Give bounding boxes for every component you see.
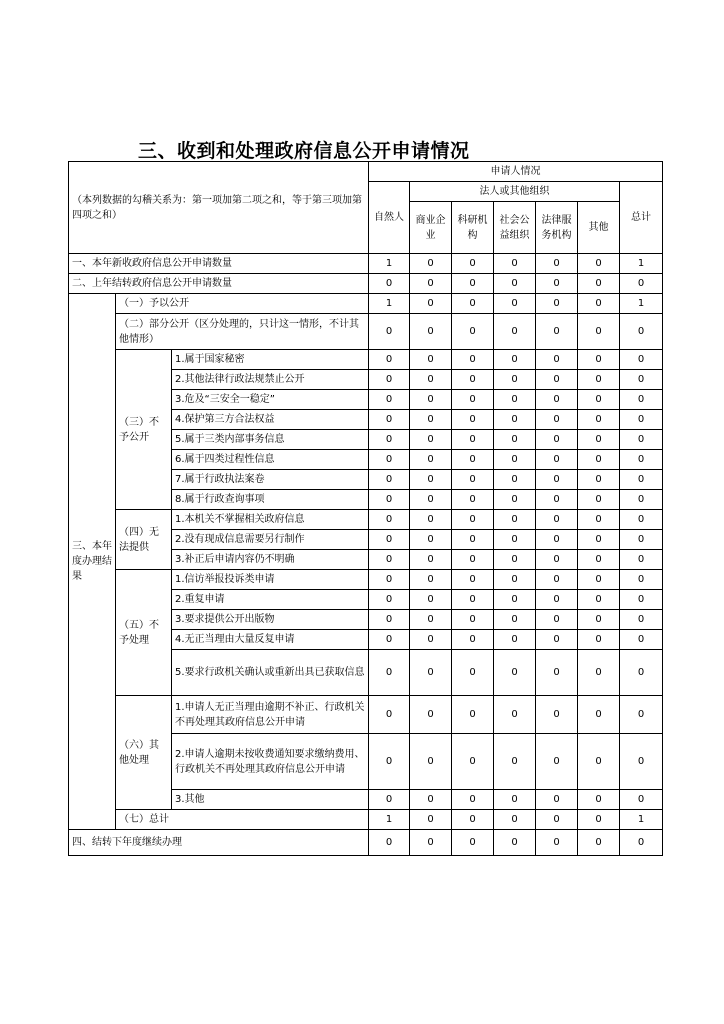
item-label: 1.属于国家秘密 xyxy=(172,350,369,370)
value-cell: 0 xyxy=(494,810,536,830)
value-cell: 0 xyxy=(620,734,663,790)
value-cell: 0 xyxy=(578,470,620,490)
value-cell: 0 xyxy=(536,314,578,350)
value-cell: 0 xyxy=(536,430,578,450)
value-cell: 0 xyxy=(452,650,494,696)
value-cell: 0 xyxy=(578,590,620,610)
value-cell: 0 xyxy=(452,274,494,294)
group-label-1: （一）予以公开 xyxy=(116,294,369,314)
item-label: 3.其他 xyxy=(172,790,369,810)
value-cell: 0 xyxy=(578,696,620,734)
value-cell: 0 xyxy=(452,314,494,350)
value-cell: 0 xyxy=(452,530,494,550)
value-cell: 0 xyxy=(452,696,494,734)
value-cell: 0 xyxy=(410,734,452,790)
value-cell: 0 xyxy=(369,274,410,294)
value-cell: 0 xyxy=(452,350,494,370)
value-cell: 0 xyxy=(536,790,578,810)
item-label: 7.属于行政执法案卷 xyxy=(172,470,369,490)
table-row xyxy=(69,294,663,314)
value-cell: 0 xyxy=(578,430,620,450)
item-label: 3.补正后申请内容仍不明确 xyxy=(172,550,369,570)
group-label-5: （五）不予处理 xyxy=(116,570,172,696)
table-row xyxy=(69,810,663,830)
value-cell: 0 xyxy=(369,650,410,696)
value-cell: 0 xyxy=(369,696,410,734)
value-cell: 0 xyxy=(452,810,494,830)
value-cell: 0 xyxy=(494,350,536,370)
value-cell: 0 xyxy=(578,490,620,510)
value-cell: 0 xyxy=(536,410,578,430)
value-cell: 0 xyxy=(410,590,452,610)
value-cell: 0 xyxy=(578,790,620,810)
value-cell: 0 xyxy=(620,570,663,590)
value-cell: 0 xyxy=(578,650,620,696)
value-cell: 0 xyxy=(452,570,494,590)
header-applicant: 申请人情况 xyxy=(369,162,663,182)
value-cell: 0 xyxy=(578,530,620,550)
header-col-natural-person: 自然人 xyxy=(369,182,410,254)
value-cell: 0 xyxy=(620,490,663,510)
value-cell: 0 xyxy=(452,294,494,314)
value-cell: 0 xyxy=(410,410,452,430)
value-cell: 0 xyxy=(536,390,578,410)
value-cell: 0 xyxy=(620,830,663,856)
value-cell: 0 xyxy=(494,550,536,570)
value-cell: 0 xyxy=(578,550,620,570)
value-cell: 0 xyxy=(494,530,536,550)
value-cell: 0 xyxy=(620,274,663,294)
value-cell: 0 xyxy=(494,650,536,696)
value-cell: 0 xyxy=(620,390,663,410)
value-cell: 0 xyxy=(494,430,536,450)
group-label-2: （二）部分公开（区分处理的，只计这一情形，不计其他情形） xyxy=(116,314,369,350)
header-col-social-welfare: 社会公益组织 xyxy=(494,202,536,254)
value-cell: 0 xyxy=(620,450,663,470)
item-label: 4.保护第三方合法权益 xyxy=(172,410,369,430)
value-cell: 0 xyxy=(452,430,494,450)
value-cell: 0 xyxy=(578,450,620,470)
value-cell: 1 xyxy=(369,294,410,314)
value-cell: 0 xyxy=(536,630,578,650)
value-cell: 0 xyxy=(620,790,663,810)
value-cell: 0 xyxy=(536,350,578,370)
item-label: 1.信访举报投诉类申请 xyxy=(172,570,369,590)
value-cell: 0 xyxy=(494,274,536,294)
value-cell: 0 xyxy=(452,470,494,490)
value-cell: 0 xyxy=(578,314,620,350)
value-cell: 0 xyxy=(536,650,578,696)
value-cell: 0 xyxy=(494,734,536,790)
row-label-new: 一、本年新收政府信息公开申请数量 xyxy=(69,254,369,274)
value-cell: 0 xyxy=(369,610,410,630)
value-cell: 0 xyxy=(578,294,620,314)
value-cell: 0 xyxy=(578,570,620,590)
value-cell: 0 xyxy=(369,570,410,590)
page-title: 三、收到和处理政府信息公开申请情况 xyxy=(138,140,470,162)
value-cell: 0 xyxy=(369,550,410,570)
value-cell: 0 xyxy=(536,610,578,630)
value-cell: 0 xyxy=(369,530,410,550)
value-cell: 0 xyxy=(452,450,494,470)
value-cell: 0 xyxy=(536,530,578,550)
value-cell: 0 xyxy=(410,696,452,734)
value-cell: 0 xyxy=(452,790,494,810)
value-cell: 0 xyxy=(452,590,494,610)
table-body xyxy=(69,162,663,856)
value-cell: 0 xyxy=(494,510,536,530)
row-label-carried: 二、上年结转政府信息公开申请数量 xyxy=(69,274,369,294)
value-cell: 0 xyxy=(410,490,452,510)
header-col-other: 其他 xyxy=(578,202,620,254)
value-cell: 0 xyxy=(494,254,536,274)
value-cell: 0 xyxy=(494,610,536,630)
value-cell: 0 xyxy=(620,590,663,610)
value-cell: 0 xyxy=(452,370,494,390)
table-row xyxy=(69,510,663,530)
value-cell: 0 xyxy=(369,830,410,856)
group-label-4: （四）无法提供 xyxy=(116,510,172,570)
item-label: 6.属于四类过程性信息 xyxy=(172,450,369,470)
value-cell: 0 xyxy=(410,630,452,650)
value-cell: 0 xyxy=(452,490,494,510)
value-cell: 0 xyxy=(369,350,410,370)
value-cell: 0 xyxy=(369,370,410,390)
value-cell: 0 xyxy=(494,696,536,734)
value-cell: 0 xyxy=(536,590,578,610)
value-cell: 0 xyxy=(620,470,663,490)
value-cell: 0 xyxy=(620,550,663,570)
value-cell: 0 xyxy=(494,410,536,430)
value-cell: 0 xyxy=(494,294,536,314)
value-cell: 0 xyxy=(536,294,578,314)
item-label: 1.本机关不掌握相关政府信息 xyxy=(172,510,369,530)
value-cell: 0 xyxy=(578,274,620,294)
header-legal-group: 法人或其他组织 xyxy=(410,182,620,202)
value-cell: 0 xyxy=(452,630,494,650)
value-cell: 0 xyxy=(578,390,620,410)
value-cell: 0 xyxy=(410,274,452,294)
value-cell: 0 xyxy=(410,294,452,314)
value-cell: 0 xyxy=(536,470,578,490)
value-cell: 0 xyxy=(369,630,410,650)
value-cell: 0 xyxy=(410,510,452,530)
item-label: 3.危及“三安全一稳定” xyxy=(172,390,369,410)
value-cell: 0 xyxy=(369,410,410,430)
value-cell: 0 xyxy=(410,390,452,410)
value-cell: 1 xyxy=(369,810,410,830)
table-row xyxy=(69,274,663,294)
value-cell: 0 xyxy=(494,830,536,856)
value-cell: 0 xyxy=(620,610,663,630)
value-cell: 0 xyxy=(410,570,452,590)
value-cell: 0 xyxy=(536,370,578,390)
group-label-6: （六）其他处理 xyxy=(116,696,172,810)
value-cell: 0 xyxy=(578,254,620,274)
row-label-next-year: 四、结转下年度继续办理 xyxy=(69,830,369,856)
value-cell: 0 xyxy=(578,630,620,650)
value-cell: 0 xyxy=(620,650,663,696)
value-cell: 0 xyxy=(494,630,536,650)
value-cell: 0 xyxy=(620,370,663,390)
table-row xyxy=(69,350,663,370)
value-cell: 0 xyxy=(452,390,494,410)
value-cell: 1 xyxy=(620,254,663,274)
header-col-total: 总计 xyxy=(620,182,663,254)
group-label-3: （三）不予公开 xyxy=(116,350,172,510)
value-cell: 0 xyxy=(369,390,410,410)
value-cell: 0 xyxy=(452,254,494,274)
value-cell: 0 xyxy=(452,510,494,530)
item-label: 8.属于行政查询事项 xyxy=(172,490,369,510)
item-label: 3.要求提供公开出版物 xyxy=(172,610,369,630)
value-cell: 0 xyxy=(494,490,536,510)
value-cell: 0 xyxy=(369,734,410,790)
value-cell: 0 xyxy=(494,470,536,490)
item-label: 5.要求行政机关确认或重新出具已获取信息 xyxy=(172,650,369,696)
table-row xyxy=(69,830,663,856)
table-row xyxy=(69,570,663,590)
value-cell: 0 xyxy=(578,734,620,790)
value-cell: 0 xyxy=(620,530,663,550)
value-cell: 0 xyxy=(410,470,452,490)
value-cell: 0 xyxy=(452,734,494,790)
value-cell: 0 xyxy=(452,830,494,856)
value-cell: 0 xyxy=(536,550,578,570)
value-cell: 0 xyxy=(369,490,410,510)
value-cell: 0 xyxy=(410,550,452,570)
value-cell: 0 xyxy=(410,370,452,390)
value-cell: 0 xyxy=(578,370,620,390)
value-cell: 1 xyxy=(620,810,663,830)
item-label: 5.属于三类内部事务信息 xyxy=(172,430,369,450)
value-cell: 0 xyxy=(536,254,578,274)
value-cell: 0 xyxy=(536,274,578,294)
value-cell: 0 xyxy=(536,810,578,830)
value-cell: 0 xyxy=(369,450,410,470)
group-label-7: （七）总计 xyxy=(116,810,369,830)
value-cell: 0 xyxy=(369,470,410,490)
value-cell: 0 xyxy=(410,430,452,450)
value-cell: 0 xyxy=(620,630,663,650)
section-3-label: 三、本年度办理结果 xyxy=(69,294,116,830)
value-cell: 0 xyxy=(620,314,663,350)
value-cell: 0 xyxy=(452,550,494,570)
header-col-legal-service: 法律服务机构 xyxy=(536,202,578,254)
value-cell: 0 xyxy=(620,410,663,430)
value-cell: 0 xyxy=(536,696,578,734)
value-cell: 0 xyxy=(369,430,410,450)
value-cell: 0 xyxy=(578,510,620,530)
table-row xyxy=(69,696,663,734)
value-cell: 0 xyxy=(410,314,452,350)
value-cell: 0 xyxy=(410,610,452,630)
value-cell: 0 xyxy=(536,490,578,510)
value-cell: 0 xyxy=(410,350,452,370)
item-label: 2.申请人逾期未按收费通知要求缴纳费用、行政机关不再处理其政府信息公开申请 xyxy=(172,734,369,790)
value-cell: 0 xyxy=(369,790,410,810)
value-cell: 0 xyxy=(494,450,536,470)
value-cell: 0 xyxy=(578,830,620,856)
value-cell: 0 xyxy=(578,810,620,830)
value-cell: 0 xyxy=(494,790,536,810)
value-cell: 1 xyxy=(620,294,663,314)
value-cell: 0 xyxy=(620,696,663,734)
value-cell: 0 xyxy=(410,650,452,696)
value-cell: 0 xyxy=(620,350,663,370)
value-cell: 1 xyxy=(369,254,410,274)
table-row xyxy=(69,254,663,274)
item-label: 2.重复申请 xyxy=(172,590,369,610)
value-cell: 0 xyxy=(452,610,494,630)
header-col-business: 商业企业 xyxy=(410,202,452,254)
item-label: 4.无正当理由大量反复申请 xyxy=(172,630,369,650)
value-cell: 0 xyxy=(536,734,578,790)
value-cell: 0 xyxy=(536,450,578,470)
value-cell: 0 xyxy=(369,590,410,610)
value-cell: 0 xyxy=(410,254,452,274)
value-cell: 0 xyxy=(536,830,578,856)
value-cell: 0 xyxy=(620,430,663,450)
value-cell: 0 xyxy=(494,370,536,390)
value-cell: 0 xyxy=(536,510,578,530)
value-cell: 0 xyxy=(620,510,663,530)
value-cell: 0 xyxy=(494,590,536,610)
value-cell: 0 xyxy=(536,570,578,590)
value-cell: 0 xyxy=(452,410,494,430)
value-cell: 0 xyxy=(369,314,410,350)
value-cell: 0 xyxy=(410,790,452,810)
item-label: 2.没有现成信息需要另行制作 xyxy=(172,530,369,550)
table-note: （本列数据的勾稽关系为：第一项加第二项之和，等于第三项加第四项之和） xyxy=(69,162,369,254)
value-cell: 0 xyxy=(494,314,536,350)
item-label: 2.其他法律行政法规禁止公开 xyxy=(172,370,369,390)
value-cell: 0 xyxy=(494,570,536,590)
item-label: 1.申请人无正当理由逾期不补正、行政机关不再处理其政府信息公开申请 xyxy=(172,696,369,734)
value-cell: 0 xyxy=(578,610,620,630)
value-cell: 0 xyxy=(410,530,452,550)
value-cell: 0 xyxy=(369,510,410,530)
value-cell: 0 xyxy=(578,410,620,430)
value-cell: 0 xyxy=(410,830,452,856)
header-col-research: 科研机构 xyxy=(452,202,494,254)
table-row xyxy=(69,314,663,350)
value-cell: 0 xyxy=(410,450,452,470)
value-cell: 0 xyxy=(494,390,536,410)
disclosure-table xyxy=(68,161,663,856)
value-cell: 0 xyxy=(578,350,620,370)
value-cell: 0 xyxy=(410,810,452,830)
